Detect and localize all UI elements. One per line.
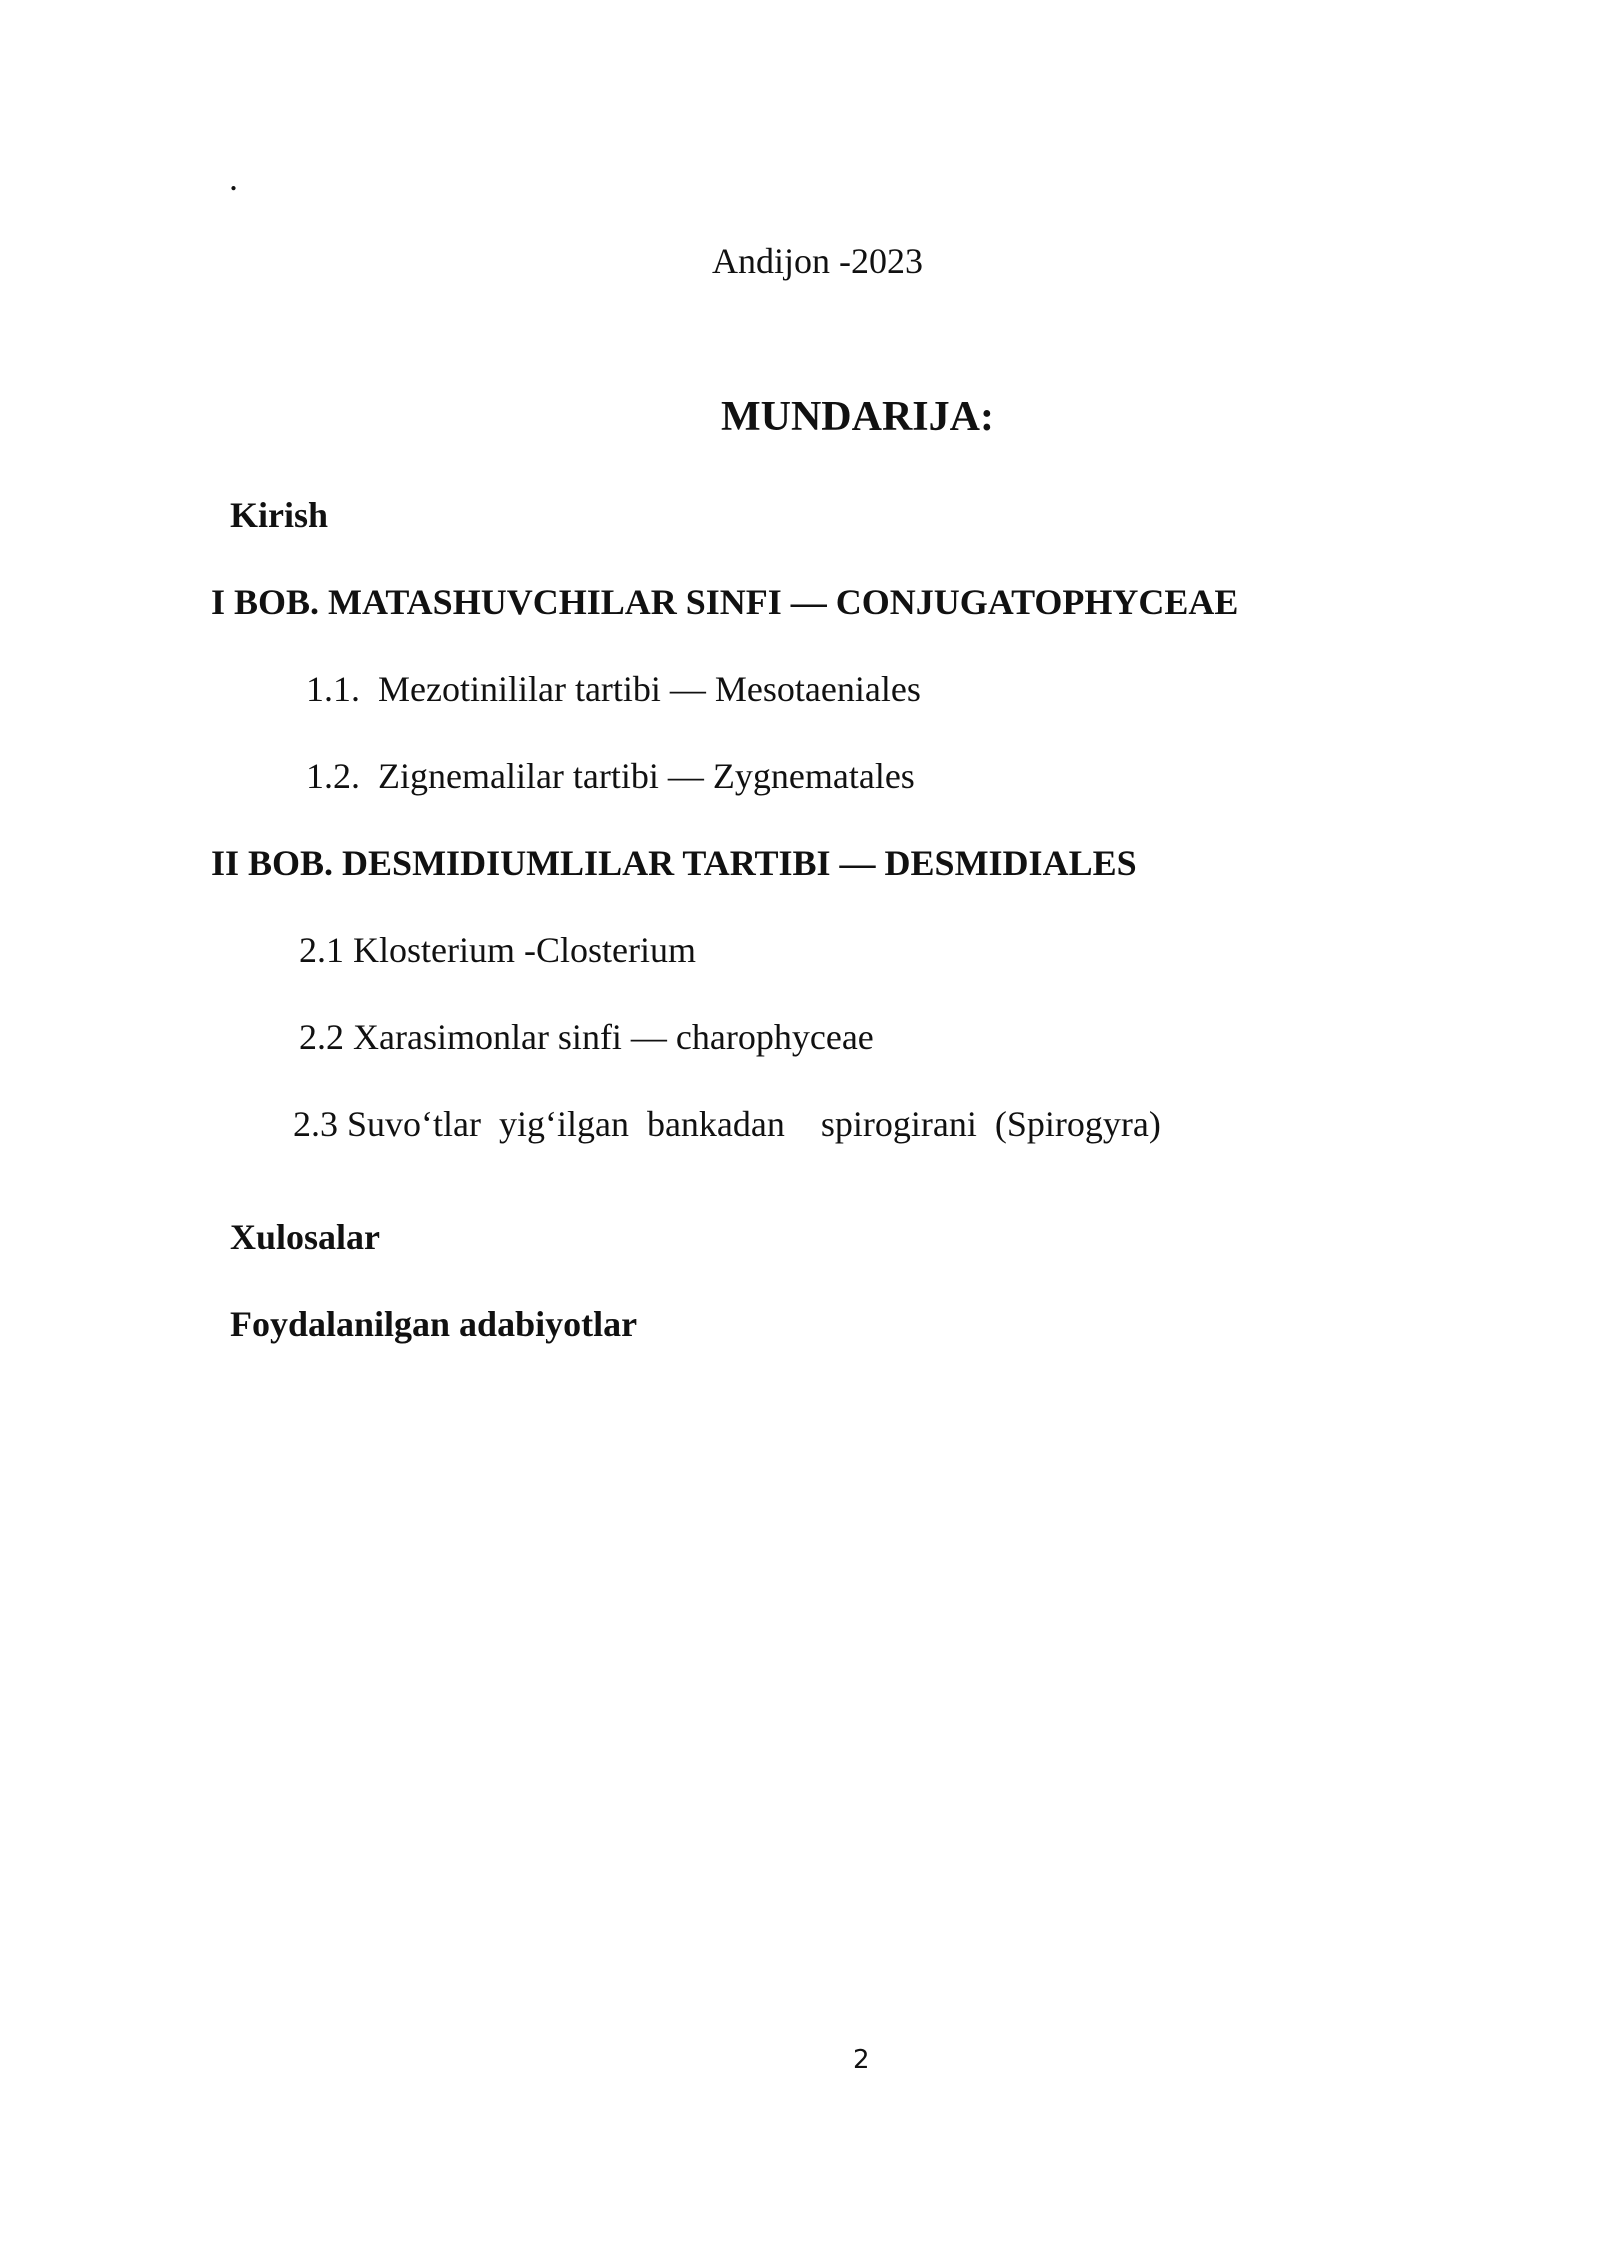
toc-section-2-1: 2.1 Klosterium -Closterium xyxy=(299,930,696,970)
toc-chapter-2: II BOB. DESMIDIUMLILAR TARTIBI — DESMIDIALES xyxy=(211,843,1137,883)
leading-dot: . xyxy=(229,158,238,198)
toc-section-1-1: 1.1. Mezotinililar tartibi — Mesotaeniales xyxy=(306,669,921,709)
toc-title: MUNDARIJA: xyxy=(721,394,994,440)
toc-item-xulosalar: Xulosalar xyxy=(230,1217,381,1257)
toc-section-1-2: 1.2. Zignemalilar tartibi — Zygnematales xyxy=(306,756,915,796)
page-number: 2 xyxy=(853,2045,870,2075)
toc-section-2-3: 2.3 Suvo‘tlar yig‘ilgan bankadan spirogirani (Spirogyra) xyxy=(293,1104,1161,1144)
city-year-line: Andijon -2023 xyxy=(712,241,923,281)
toc-chapter-1: I BOB. MATASHUVCHILAR SINFI — CONJUGATOPHYCEAE xyxy=(211,582,1239,622)
toc-item-kirish: Kirish xyxy=(230,495,329,535)
toc-section-2-2: 2.2 Xarasimonlar sinfi — charophyceae xyxy=(299,1017,874,1057)
toc-item-references: Foydalanilgan adabiyotlar xyxy=(230,1304,638,1344)
